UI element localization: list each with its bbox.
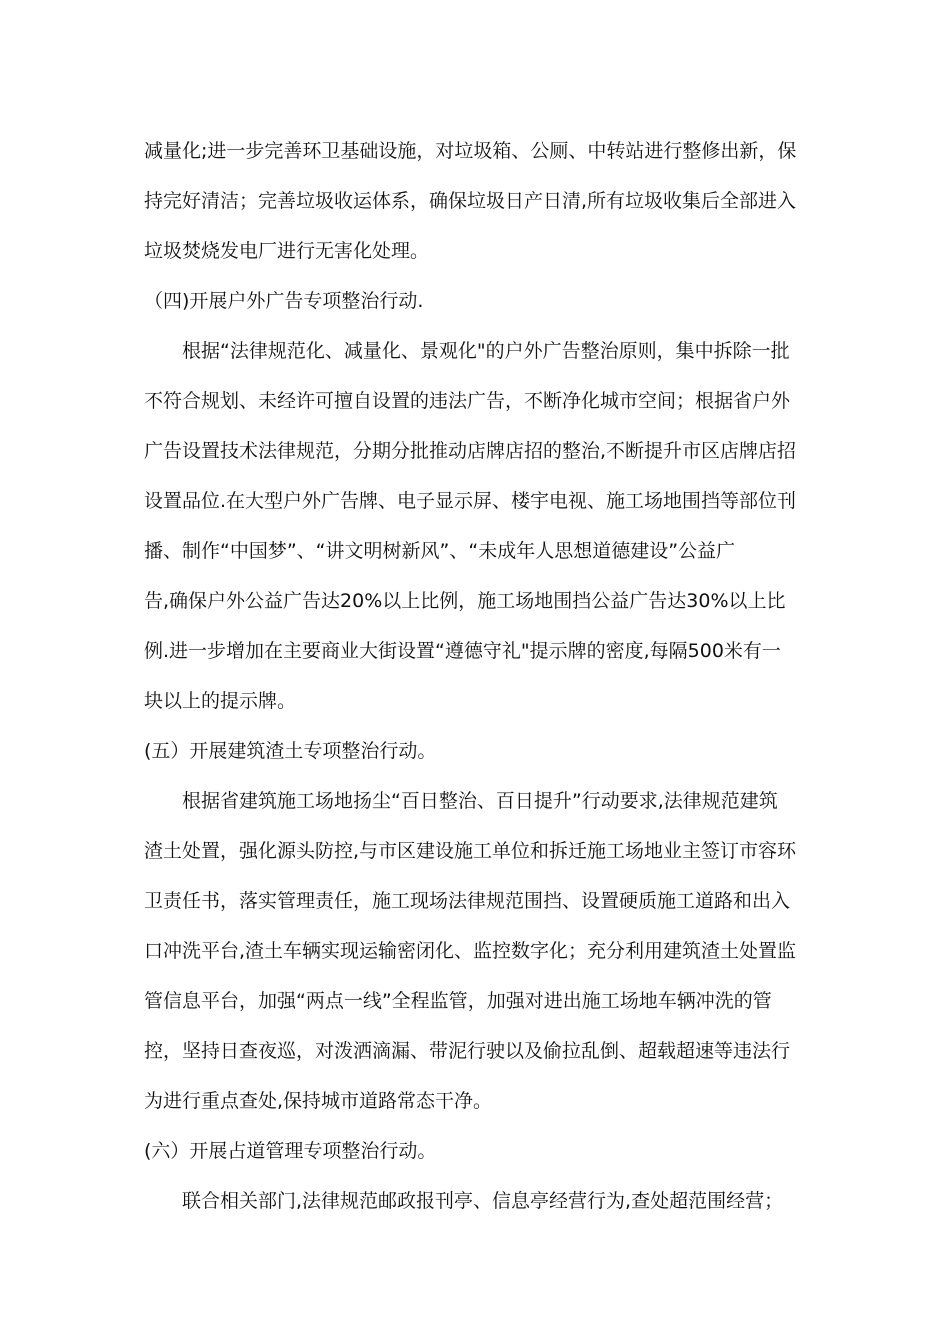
- section-heading-6: (六）开展占道管理专项整治行动。: [144, 1140, 437, 1162]
- paragraph-line: 管信息平台，加强“两点一线”全程监管，加强对进出施工场地车辆冲洗的管: [144, 990, 772, 1012]
- paragraph-line: 例.进一步增加在主要商业大街设置“遵德守礼"提示牌的密度,每隔500米有一: [144, 640, 781, 662]
- paragraph-line: 为进行重点查处,保持城市道路常态干净。: [144, 1090, 493, 1112]
- paragraph-line: 持完好清洁；完善垃圾收运体系，确保垃圾日产日清,所有垃圾收集后全部进入: [144, 190, 797, 212]
- paragraph-line: 根据“法律规范化、减量化、景观化"的户外广告整治原则，集中拆除一批: [182, 340, 790, 362]
- paragraph-line: 联合相关部门,法律规范邮政报刊亭、信息亭经营行为,查处超范围经营；: [182, 1190, 784, 1212]
- paragraph-line: 广告设置技术法律规范，分期分批推动店牌店招的整治,不断提升市区店牌店招: [144, 440, 797, 462]
- paragraph-line: 卫责任书，落实管理责任，施工现场法律规范围挡、设置硬质施工道路和出入: [144, 890, 791, 912]
- paragraph-line: 根据省建筑施工场地扬尘“百日整治、百日提升”行动要求,法律规范建筑: [182, 790, 778, 812]
- paragraph-line: 播、制作“中国梦”、“讲文明树新风”、“未成年人思想道德建设”公益广: [144, 540, 736, 562]
- paragraph-line: 不符合规划、未经许可擅自设置的违法广告，不断净化城市空间；根据省户外: [144, 390, 791, 412]
- paragraph-line: 设置品位.在大型户外广告牌、电子显示屏、楼宇电视、施工场地围挡等部位刊: [144, 490, 797, 512]
- paragraph-line: 控，坚持日查夜巡，对泼洒滴漏、带泥行驶以及偷拉乱倒、超载超速等违法行: [144, 1040, 791, 1062]
- section-heading-5: (五）开展建筑渣土专项整治行动。: [144, 740, 437, 762]
- paragraph-line: 告,确保户外公益广告达20%以上比例，施工场地围挡公益广告达30%以上比: [144, 590, 786, 612]
- paragraph-line: 渣土处置，强化源头防控,与市区建设施工单位和拆迁施工场地业主签订市容环: [144, 840, 797, 862]
- section-heading-4: （四)开展户外广告专项整治行动.: [144, 290, 424, 312]
- paragraph-line: 口冲洗平台,渣土车辆实现运输密闭化、监控数字化；充分利用建筑渣土处置监: [144, 940, 797, 962]
- paragraph-line: 块以上的提示牌。: [144, 690, 297, 712]
- paragraph-line: 垃圾焚烧发电厂进行无害化处理。: [144, 240, 430, 262]
- paragraph-line: 减量化;进一步完善环卫基础设施，对垃圾箱、公厕、中转站进行整修出新，保: [144, 140, 797, 162]
